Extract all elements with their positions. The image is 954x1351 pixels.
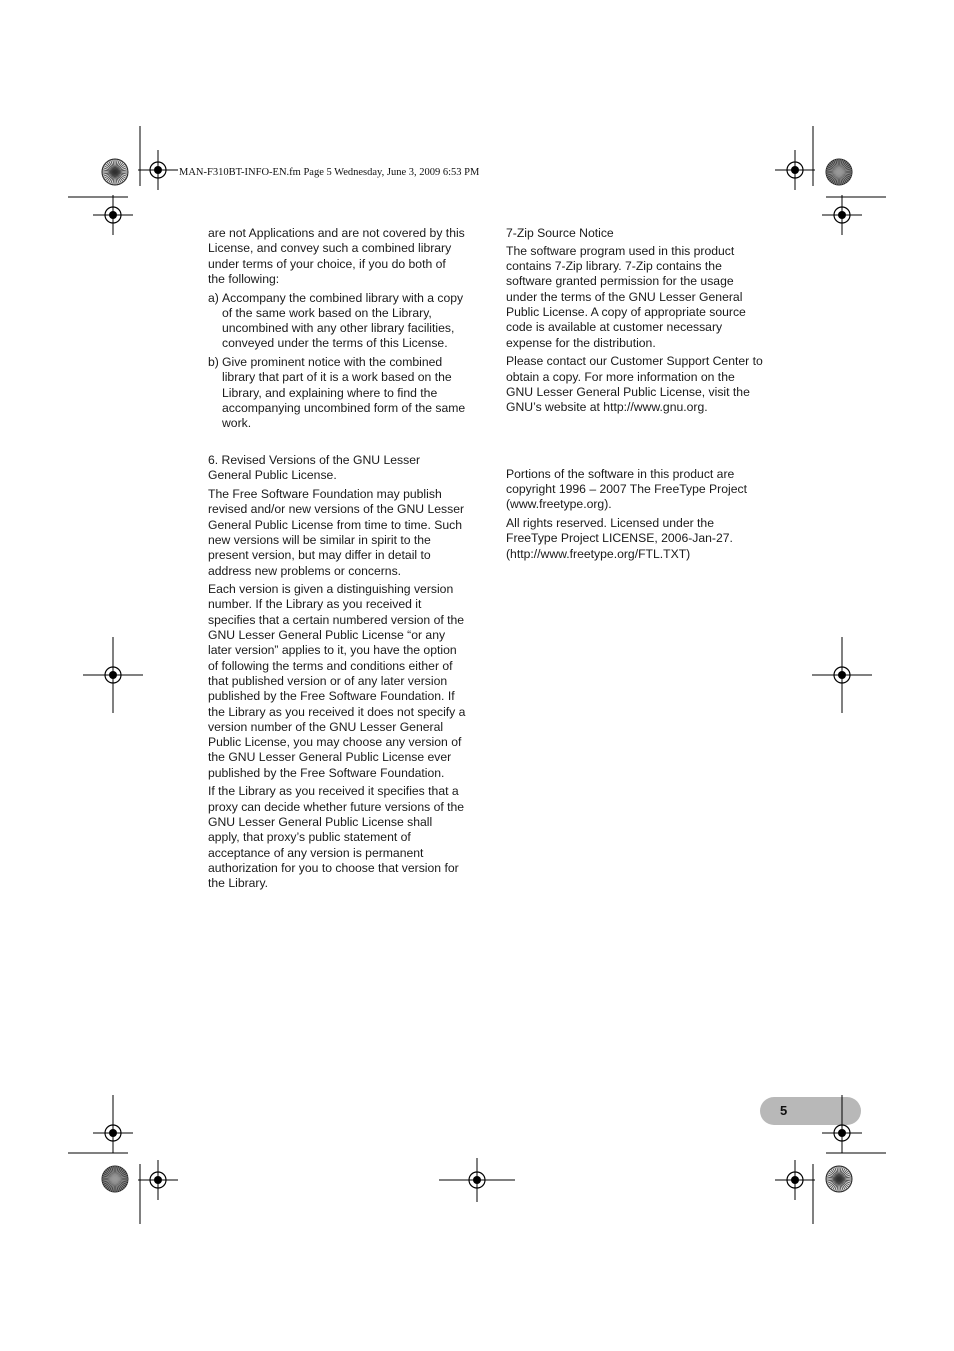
list-item-text: Give prominent notice with the combined library that part of it is a work based on the Library, and explaining where to find the accompanying uncombined form of the same work. (222, 355, 466, 431)
paragraph: All rights reserved. Licensed under the FreeType Project LICENSE, 2006-Jan-27. (http://www.freetype.org/FTL.TXT) (506, 516, 733, 561)
section-heading: 6. Revised Versions of the GNU Lesser General Public License. (208, 453, 421, 483)
color-target-mark (826, 159, 852, 185)
file-info-header: MAN-F310BT-INFO-EN.fm Page 5 Wednesday, June 3, 2009 6:53 PM (179, 167, 480, 178)
color-target-mark (102, 159, 128, 185)
list-marker: a) (208, 290, 219, 305)
page-number: 5 (780, 1103, 788, 1118)
paragraph: The software program used in this product contains 7-Zip library. 7-Zip contains the software granted permission for the usage under the terms of the GNU Lesser General Public License. A copy of appropriate source code is available at customer necessary expense for the distribution. (506, 243, 746, 350)
paragraph: If the Library as you received it specifies that a proxy can decide whether future versions of the GNU Lesser General Public License shall apply, that proxy’s public statement of acceptance of any version is permanent authorization for you to choose that version for the Library. (208, 784, 465, 891)
color-target-mark (102, 1166, 128, 1192)
intro-paragraph: are not Applications and are not covered by this License, and convey such a combined library under terms of your choice, if you do both of the following: (208, 226, 465, 286)
paragraph: Each version is given a distinguishing version number. If the Library as you received it specifies that a certain numbered version of the GNU Lesser General Public License “or any later version” applies to it, you have the option of following the terms and conditions either of that published version or of any later version published by the Free Software Foundation. If the Library as you received it does not specify a version number of the GNU Lesser General Public License, you may choose any version of the GNU Lesser General Public License ever published by the Free Software Foundation. (208, 582, 466, 780)
paragraph: Portions of the software in this product are copyright 1996 – 2007 The FreeType Project (www.freetype.org). (506, 466, 747, 512)
list-item-text: Accompany the combined library with a copy of the same work based on the Library, uncombined with any other library facilities, conveyed under the terms of this License. (222, 290, 464, 351)
color-target-mark (826, 1166, 852, 1192)
paragraph: Please contact our Customer Support Center to obtain a copy. For more information on the GNU Lesser General Public License, visit the GNU’s website at http://www.gnu.org. (506, 354, 763, 415)
list-marker: b) (208, 355, 219, 370)
section-heading: 7-Zip Source Notice (506, 226, 614, 240)
paragraph: The Free Software Foundation may publish revised and/or new versions of the GNU Lesser General Public License from time to time. Such new versions will be similar in spirit to the present version, but may differ in detail to address new problems or concerns. (208, 487, 465, 578)
